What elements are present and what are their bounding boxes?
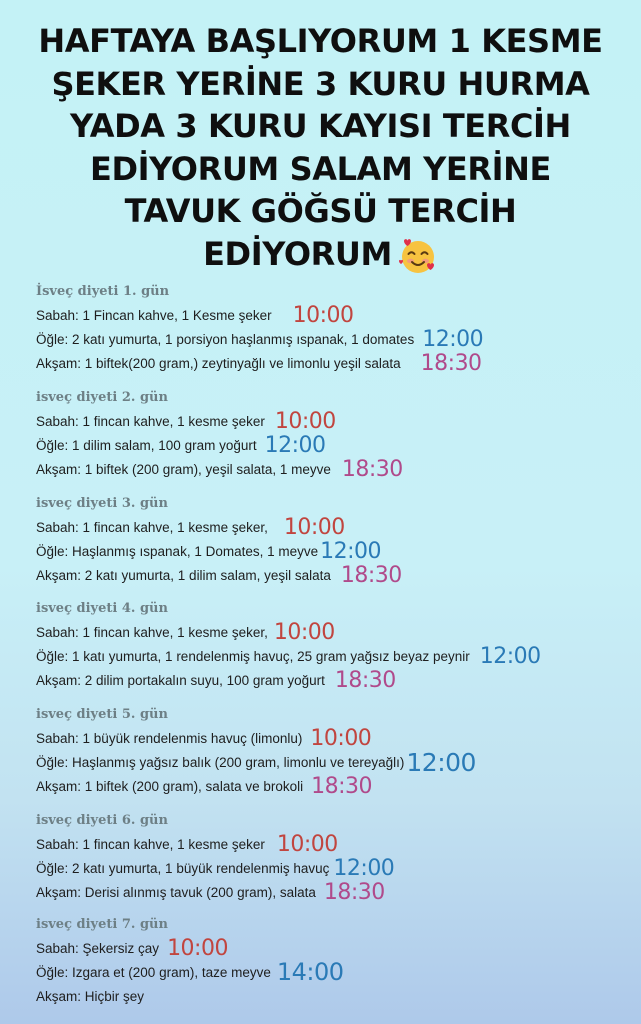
day-section <box>36 598 636 692</box>
meal-text: Sabah: 1 fincan kahve, 1 kesme şeker, <box>36 624 268 640</box>
headline-line: ŞEKER YERİNE 3 KURU HURMA <box>51 64 590 103</box>
day-section <box>36 704 636 798</box>
meal-text: Sabah: 1 fincan kahve, 1 kesme şeker <box>36 413 265 429</box>
meal-text: Akşam: 1 biftek (200 gram), yeşil salata, 1 meyve <box>36 461 331 477</box>
meal-row-noon <box>36 856 636 880</box>
time-label: 10:00 <box>292 302 354 328</box>
time-label: 18:30 <box>420 350 482 376</box>
day-section <box>36 493 636 587</box>
time-label: 12:00 <box>264 432 326 458</box>
meal-row-morning <box>36 936 636 960</box>
day-section <box>36 387 636 481</box>
meal-text: Akşam: 2 dilim portakalın suyu, 100 gram yoğurt <box>36 672 325 688</box>
day-section <box>36 281 636 375</box>
time-label: 10:00 <box>274 408 336 434</box>
meal-text: Öğle: 2 katı yumurta, 1 büyük rendelenmiş havuç <box>36 860 330 876</box>
meal-row-morning <box>36 409 636 433</box>
meal-row-noon <box>36 960 636 984</box>
meal-row-morning <box>36 832 636 856</box>
time-label: 18:30 <box>340 562 402 588</box>
meal-text: Akşam: Derisi alınmış tavuk (200 gram), salata <box>36 884 316 900</box>
meal-row-noon <box>36 644 636 668</box>
time-label: 10:00 <box>276 831 338 857</box>
time-label: 18:30 <box>334 667 396 693</box>
meal-row-noon <box>36 539 636 563</box>
meal-text: Sabah: 1 büyük rendelenmis havuç (limonlu) <box>36 730 303 746</box>
headline-line: TAVUK GÖĞSÜ TERCİH <box>124 192 517 230</box>
meal-row-morning <box>36 726 636 750</box>
meal-row-evening <box>36 457 636 481</box>
meal-text: Akşam: 2 katı yumurta, 1 dilim salam, yeşil salata <box>36 567 331 583</box>
headline-line: HAFTAYA BAŞLIYORUM 1 KESME <box>38 22 603 60</box>
time-label: 10:00 <box>283 514 345 540</box>
meal-text: Sabah: 1 fincan kahve, 1 kesme şeker <box>36 836 265 852</box>
time-label: 10:00 <box>167 935 228 961</box>
meal-row-evening <box>36 668 636 692</box>
day-title: isveç diyeti 2. gün <box>36 390 168 405</box>
headline-line <box>10 233 631 276</box>
meal-row-morning <box>36 515 636 539</box>
day-title: isveç diyeti 7. gün <box>36 917 168 932</box>
day-title: isveç diyeti 5. gün <box>36 707 168 722</box>
meal-text: Öğle: 1 katı yumurta, 1 rendelenmiş havuç, 25 gram yağsız beyaz peynir <box>36 648 470 664</box>
meal-row-evening <box>36 563 636 587</box>
time-label: 14:00 <box>276 958 344 986</box>
meal-row-evening <box>36 880 636 904</box>
meal-row-noon <box>36 327 636 351</box>
meal-row-morning <box>36 620 636 644</box>
time-label: 10:00 <box>310 725 372 751</box>
time-label: 18:30 <box>341 456 403 482</box>
time-label: 12:00 <box>406 747 476 777</box>
meal-row-evening <box>36 351 636 375</box>
time-label: 12:00 <box>422 326 484 352</box>
time-label: 12:00 <box>479 643 541 669</box>
meal-text: Akşam: 1 biftek (200 gram), salata ve brokoli <box>36 778 304 794</box>
meal-text: Sabah: 1 Fincan kahve, 1 Kesme şeker <box>36 307 272 323</box>
meal-row-noon <box>36 433 636 457</box>
day-title: isveç diyeti 6. gün <box>36 813 168 828</box>
headline-line: EDİYORUM SALAM YERİNE <box>90 149 551 188</box>
day-title: İsveç diyeti 1. gün <box>36 284 170 299</box>
time-label: 12:00 <box>320 538 382 564</box>
meal-text: Öğle: 1 dilim salam, 100 gram yoğurt <box>36 437 257 453</box>
headline <box>10 20 631 275</box>
time-label: 10:00 <box>273 619 335 645</box>
meal-text: Öğle: Haşlanmış yağsız balık (200 gram, limonlu ve tereyağlı) <box>36 754 405 770</box>
meal-text: Sabah: Şekersiz çay <box>36 940 160 956</box>
time-label: 18:30 <box>311 773 373 799</box>
day-title: isveç diyeti 3. gün <box>36 496 168 511</box>
day-section <box>36 810 636 904</box>
time-label: 12:00 <box>333 855 395 881</box>
meal-text: Öğle: Izgara et (200 gram), taze meyve <box>36 964 271 980</box>
meal-text: Akşam: Hiçbir şey <box>36 988 145 1004</box>
smiling-face-with-hearts-icon <box>398 237 438 275</box>
meal-row-noon <box>36 747 636 777</box>
meal-row-morning <box>36 303 636 327</box>
time-label: 18:30 <box>323 879 385 905</box>
meal-text: Akşam: 1 biftek(200 gram,) zeytinyağlı ve limonlu yeşil salata <box>36 355 401 371</box>
meal-text: Sabah: 1 fincan kahve, 1 kesme şeker, <box>36 519 268 535</box>
meal-row-evening <box>36 774 636 798</box>
meal-text: Öğle: 2 katı yumurta, 1 porsiyon haşlanmış ıspanak, 1 domates <box>36 331 415 347</box>
meal-text: Öğle: Haşlanmış ıspanak, 1 Domates, 1 meyve <box>36 543 319 559</box>
day-title: isveç diyeti 4. gün <box>36 601 168 616</box>
day-section <box>36 914 636 1008</box>
meal-row-evening <box>36 984 636 1008</box>
headline-line: YADA 3 KURU KAYISI TERCİH <box>70 107 571 145</box>
headline-last-word: EDİYORUM <box>203 234 392 273</box>
